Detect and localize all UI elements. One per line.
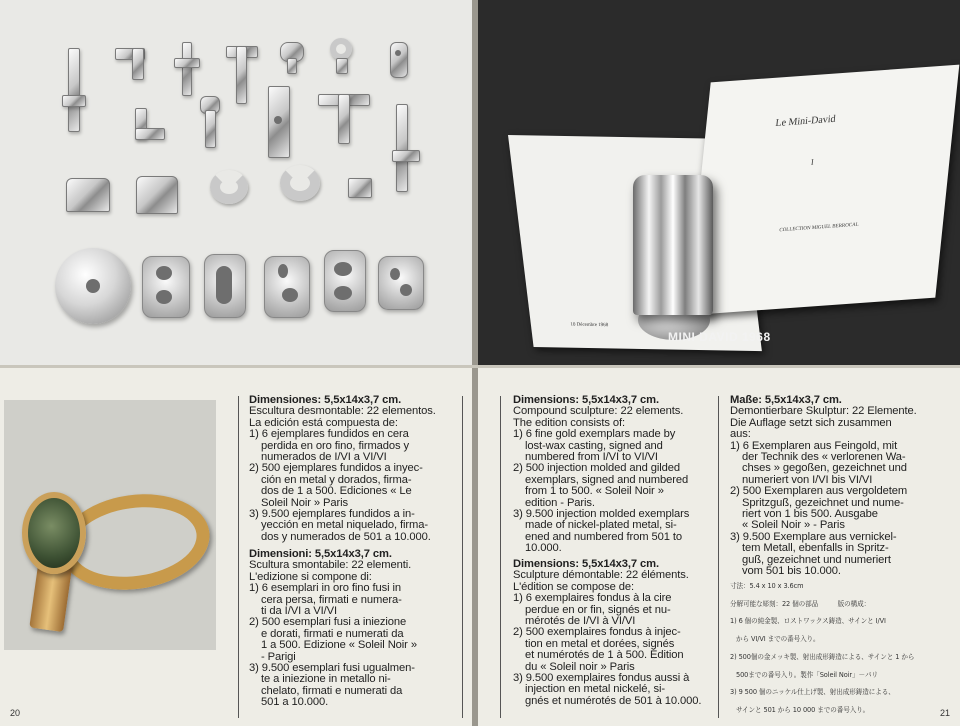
text-line: 2) 500 Exemplaren aus vergoldetem	[730, 485, 908, 498]
column-rule	[718, 396, 719, 718]
text-line: chses » gegoßen, gezeichnet und	[730, 462, 907, 475]
sculpture-part-hole	[216, 266, 232, 304]
spanish-lines	[249, 406, 459, 543]
mini-david-statue	[633, 175, 713, 315]
text-line: ti da I/VI a VI/VI	[249, 605, 337, 618]
text-line: 2) 500 ejemplares fundidos a inyec-	[249, 462, 423, 475]
text-line: Die Auflage setzt sich zusammen	[730, 416, 892, 429]
text-line: guß, gezeichnet und numeriert	[730, 553, 891, 566]
text-line: « Soleil Noir » - Paris	[730, 519, 845, 532]
sculpture-part	[287, 58, 297, 74]
text-line: サインと 501 から 10 000 までの番号入り。	[730, 705, 870, 714]
text-line: 1) 6 Exemplaren aus Feingold, mit	[730, 439, 898, 452]
text-line: Escultura desmontable: 22 elementos.	[249, 405, 436, 418]
sculpture-part	[174, 58, 200, 68]
text-line: numerados de I/VI a VI/VI	[249, 451, 387, 464]
text-line: Compound sculpture: 22 elements.	[513, 405, 684, 418]
text-line: Demontierbare Skulptur: 22 Elemente.	[730, 405, 917, 418]
text-line: 500までの番号入り。製作「Soleil Noir」－パリ	[730, 670, 878, 679]
page-20	[0, 368, 472, 726]
sculpture-part	[348, 178, 372, 198]
sculpture-part-hole	[86, 279, 100, 293]
text-line: から VI/VI までの番号入り。	[730, 635, 820, 644]
text-line: numeriert von I/VI bis VI/VI	[730, 473, 873, 486]
text-line: du « Soleil noir » Paris	[513, 660, 635, 673]
photo-caption: MINI DAVID 1968	[668, 330, 771, 344]
text-line: 1) 6 esemplari in oro fino fusi in	[249, 582, 402, 595]
sculpture-part	[182, 42, 192, 96]
sculpture-part	[324, 250, 366, 312]
text-line: 2) 500 injection molded and gilded	[513, 462, 681, 475]
spanish-text	[249, 395, 459, 543]
text-line: 3) 9.500 ejemplares fundidos a in-	[249, 508, 415, 521]
text-line: 3) 9.500 esemplari fusi ugualmen-	[249, 662, 415, 675]
sculpture-part	[396, 104, 408, 192]
text-line: 1 a 500. Edizione « Soleil Noir »	[249, 639, 417, 652]
book-left-text: 10 Décembre 1968	[570, 322, 609, 329]
page-number: 21	[940, 708, 951, 718]
english-heading: Dimensions: 5,5x14x3,7 cm.	[513, 394, 660, 406]
german-lines	[730, 406, 940, 577]
column-rule	[500, 396, 501, 718]
spanish-heading: Dimensiones: 5,5x14x3,7 cm.	[249, 394, 402, 406]
sculpture-part	[330, 38, 352, 60]
text-line: gnés et numérotés de 501 à 10.000.	[513, 694, 702, 707]
column-rule	[462, 396, 463, 718]
sculpture-part	[336, 58, 348, 74]
sculpture-part	[136, 176, 178, 214]
text-line: chelato, firmati e numerati da	[249, 684, 403, 697]
sculpture-part-hole	[156, 266, 172, 280]
text-line: 1) 6 ejemplares fundidos en cera	[249, 428, 409, 441]
sculpture-part-hole	[390, 268, 400, 280]
page-number: 20	[10, 708, 21, 718]
text-line: perdida en oro fino, firmados y	[249, 439, 410, 452]
text-line: 10.000.	[513, 542, 562, 555]
german-heading: Maße: 5,5x14x3,7 cm.	[730, 394, 842, 406]
sculpture-part-hole	[334, 286, 352, 300]
french-text	[513, 559, 713, 707]
text-line: cera persa, firmati e numera-	[249, 593, 402, 606]
text-line: 2) 500 exemplaires fondus à injec-	[513, 626, 681, 639]
french-lines	[513, 570, 713, 707]
sculpture-part	[205, 110, 216, 148]
text-line: 分解可能な彫刻：22 個の部品 版の構成：	[730, 599, 871, 608]
text-line: ened and numbered from 501 to	[513, 530, 682, 543]
text-line: der Technik des « verlorenen Wa-	[730, 451, 906, 464]
text-line: Sculpture démontable: 22 éléments.	[513, 569, 689, 582]
sculpture-part	[264, 256, 310, 318]
text-line: vom 501 bis 10.000.	[730, 565, 841, 578]
text-line: Scultura smontabile: 22 elementi.	[249, 559, 412, 572]
sculpture-part	[338, 94, 350, 144]
text-line: 2) 500個の金メッキ製、射出成形鋳造による、サインと 1 から	[730, 652, 915, 661]
text-line: tem Metall, ebenfalls in Spritz-	[730, 542, 889, 555]
sculpture-part-hole	[278, 264, 288, 278]
text-line: 寸法：5.4 x 10 x 3.6cm	[730, 582, 804, 590]
sculpture-part	[132, 48, 144, 80]
text-line: 3) 9.500 exemplaires fondus aussi à	[513, 672, 690, 685]
text-line: 1) 6 fine gold exemplars made by	[513, 428, 676, 441]
text-line: L'édition se compose de:	[513, 580, 635, 593]
japanese-text	[730, 578, 945, 720]
text-line: ción en metal y dorados, firma-	[249, 473, 412, 486]
sculpture-part-hole	[274, 116, 282, 124]
sculpture-part	[390, 42, 408, 78]
sculpture-part-hole	[156, 290, 172, 304]
text-line: et numérotés de 1 à 500. Édition	[513, 649, 684, 662]
text-line: 501 a 10.000.	[249, 696, 329, 709]
book-title: Le Mini-David	[774, 113, 837, 130]
text-line: La edición está compuesta de:	[249, 416, 398, 429]
column-rule	[238, 396, 239, 718]
ring-green-stone	[22, 492, 86, 574]
japanese-lines	[730, 578, 945, 720]
text-line: 3) 9.500 injection molded exemplars	[513, 508, 690, 521]
text-line: riert von 1 bis 500. Ausgabe	[730, 508, 878, 521]
text-line: injection en metal nickelé, si-	[513, 683, 665, 696]
german-text	[730, 395, 940, 578]
sculpture-part	[280, 165, 320, 201]
text-line: L'edizione si compone di:	[249, 570, 372, 583]
text-line: The edition consists of:	[513, 416, 626, 429]
text-line: tion en metal et dorées, signés	[513, 637, 675, 650]
text-line: e dorati, firmati e numerati da	[249, 627, 404, 640]
sculpture-part	[66, 178, 110, 212]
text-line: 2) 500 esemplari fusi a iniezione	[249, 616, 407, 629]
sculpture-part-hole	[395, 50, 401, 56]
text-line: mérotés de I/VI à VI/VI	[513, 615, 636, 628]
text-line: made of nickel-plated metal, si-	[513, 519, 677, 532]
sculpture-part	[378, 256, 424, 310]
text-line: 3) 9 500 個のニッケル仕上げ製、射出成形鋳造による、	[730, 688, 895, 697]
italian-lines	[249, 560, 459, 708]
sculpture-part-hole	[400, 284, 412, 296]
text-line: 1) 6 exemplaires fondus à la cire	[513, 592, 672, 605]
sculpture-part	[210, 170, 248, 204]
italian-text	[249, 549, 459, 709]
page-21	[478, 368, 960, 726]
text-line: dos y numerados de 501 a 10.000.	[249, 530, 431, 543]
text-line: Soleil Noir » Paris	[249, 496, 349, 509]
english-text	[513, 395, 713, 555]
text-line: from 1 to 500. « Soleil Noir »	[513, 485, 664, 498]
parts-photo-page	[0, 0, 472, 365]
text-line: - Parigi	[249, 650, 296, 663]
text-line: te a iniezione in metallo ni-	[249, 673, 391, 686]
sculpture-part-hole	[282, 288, 298, 302]
text-line: exemplars, signed and numbered	[513, 473, 689, 486]
ring-photo	[4, 400, 216, 650]
open-book	[508, 75, 948, 329]
text-line: 1) 6 個の純金製、ロストワックス鋳造、サインと I/VI	[730, 617, 886, 626]
text-line: Spritzguß, gezeichnet und nume-	[730, 496, 904, 509]
mini-david-photo-page	[478, 0, 960, 365]
book-collection: COLLECTION MIGUEL BERROCAL	[779, 222, 859, 234]
text-line: aus:	[730, 428, 751, 441]
book-numeral: I	[810, 157, 815, 167]
sculpture-part	[62, 95, 86, 107]
book-right-leaf	[687, 65, 960, 316]
sculpture-part	[68, 48, 80, 132]
text-line: lost-wax casting, signed and	[513, 439, 663, 452]
text-line: numbered from I/VI to VI/VI	[513, 451, 658, 464]
text-line: dos de 1 a 500. Ediciones « Le	[249, 485, 412, 498]
french-heading: Dimensions: 5,5x14x3,7 cm.	[513, 558, 660, 570]
sculpture-part	[135, 128, 165, 140]
text-line: edition - Paris.	[513, 496, 595, 509]
italian-heading: Dimensioni: 5,5x14x3,7 cm.	[249, 548, 392, 560]
sculpture-part	[392, 150, 420, 162]
sculpture-part	[236, 46, 247, 104]
sculpture-part-hole	[334, 262, 352, 276]
english-lines	[513, 406, 713, 554]
text-line: yección en metal niquelado, firma-	[249, 519, 429, 532]
text-line: perdue en or fin, signés et nu-	[513, 603, 671, 616]
text-line: 3) 9.500 Exemplare aus vernickel-	[730, 530, 897, 543]
